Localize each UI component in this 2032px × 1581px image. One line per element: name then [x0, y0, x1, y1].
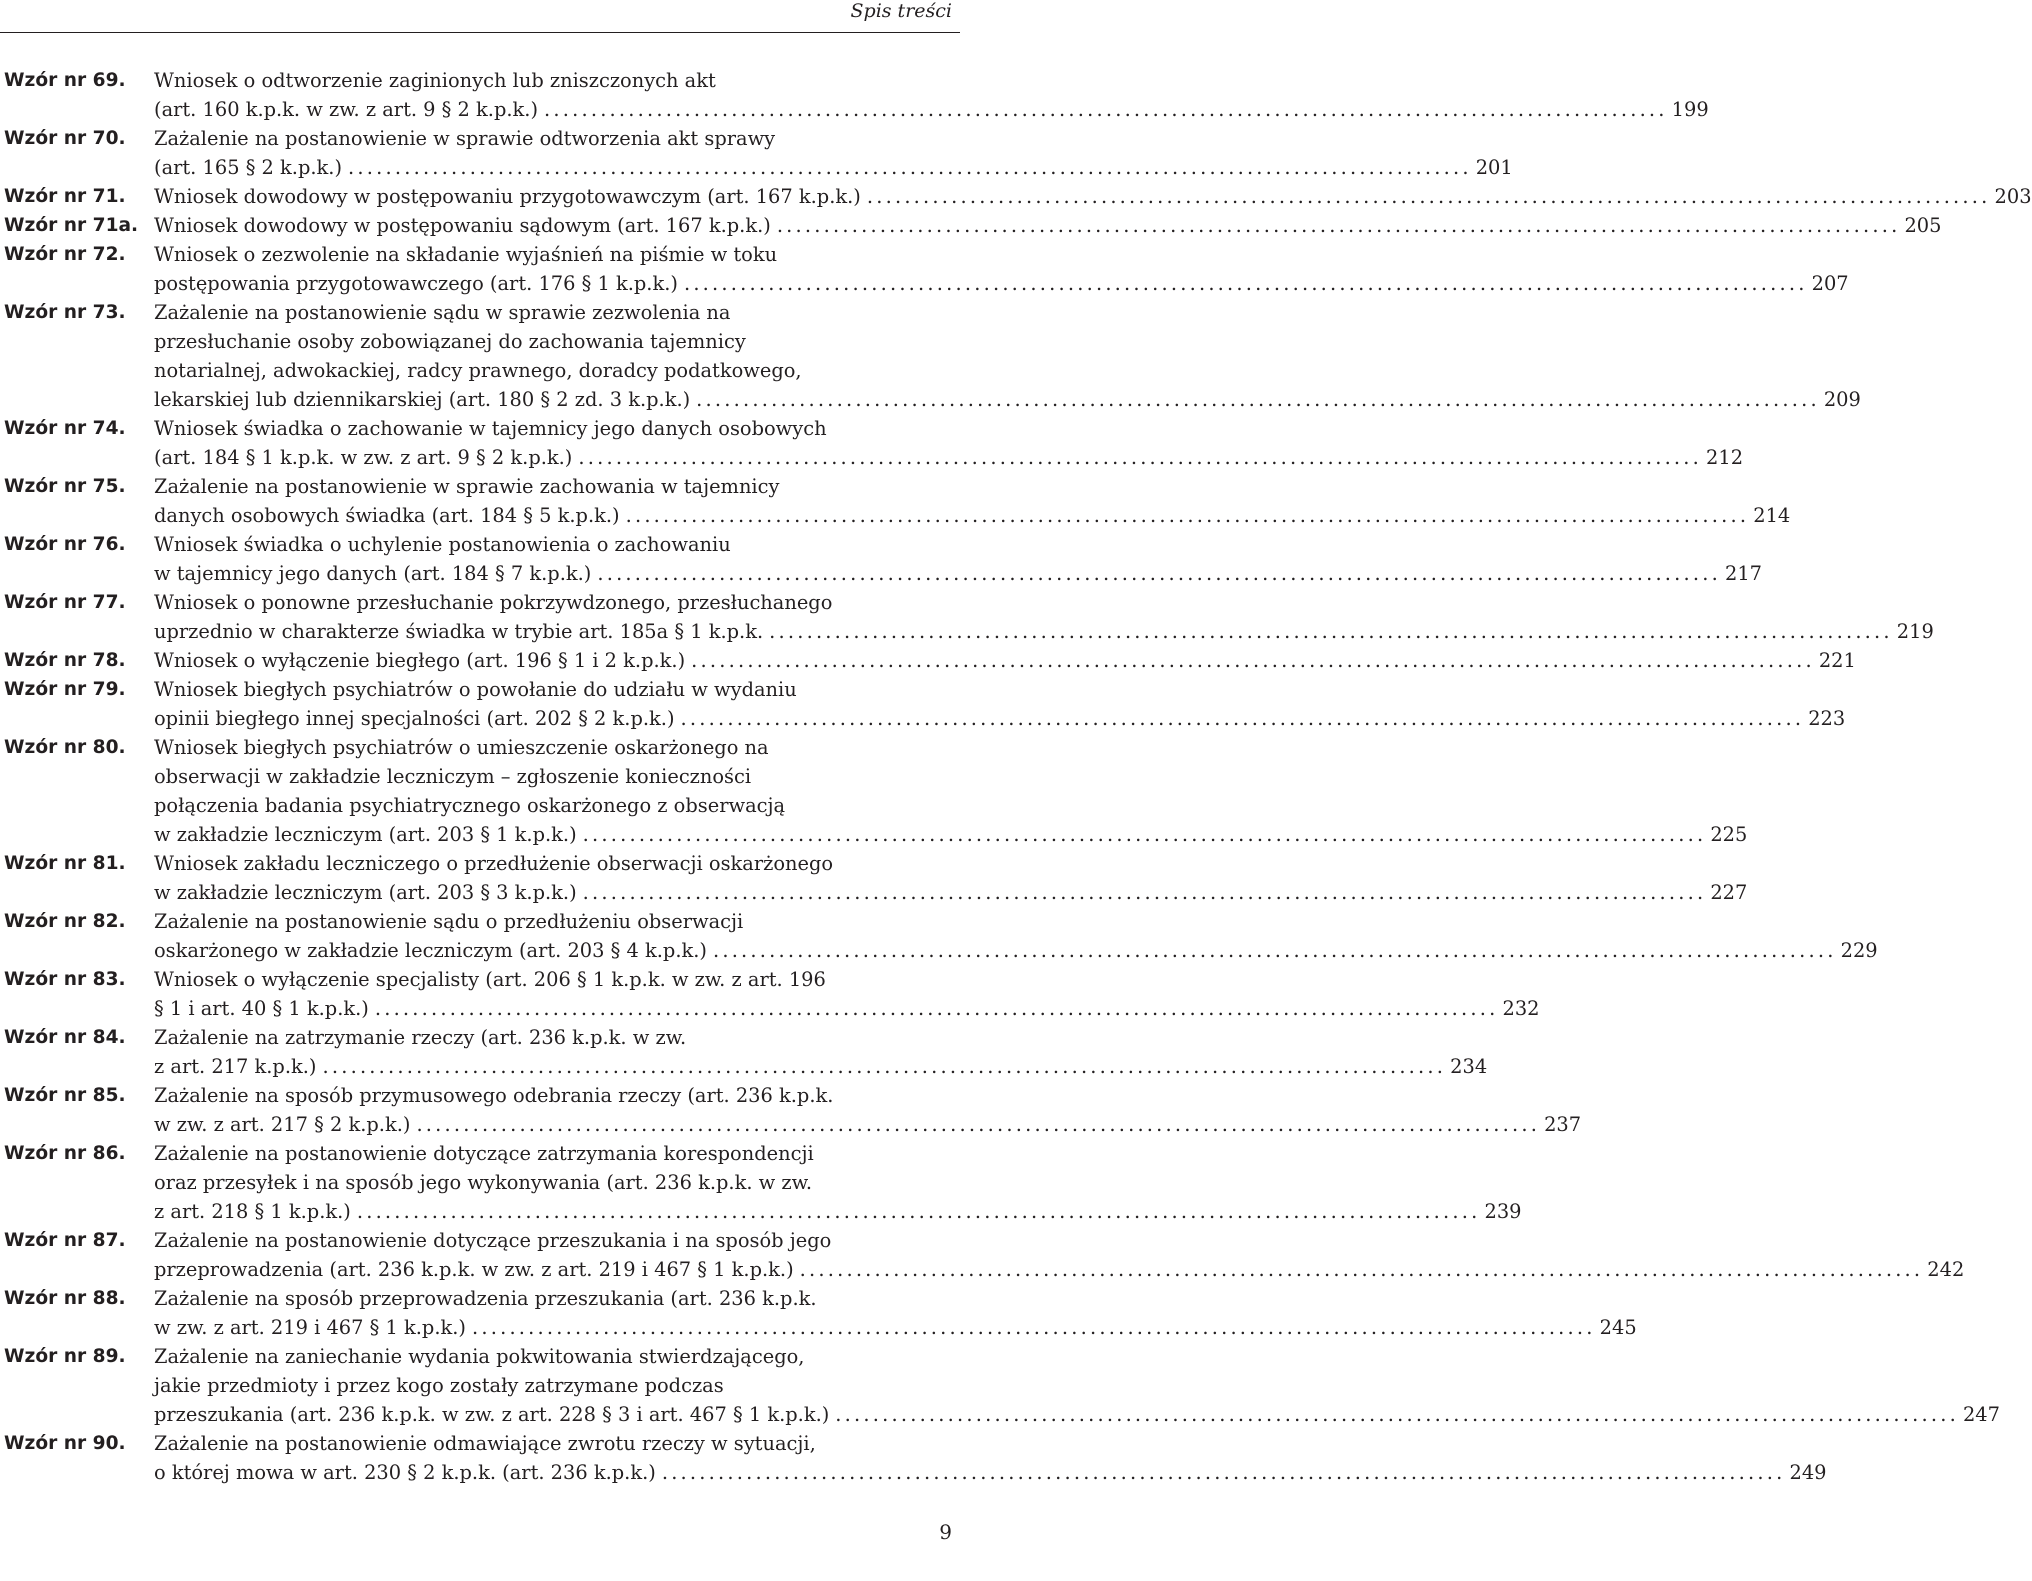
entry-title-line [154, 95, 1709, 124]
entry-title-line [154, 1284, 950, 1313]
dot-leader: ........................................................................................................................ [769, 620, 1893, 643]
toc-entry[interactable] [0, 907, 1878, 965]
entry-title-text: o której mowa w art. 230 § 2 k.p.k. (art. 236 k.p.k.) [154, 1461, 656, 1484]
entry-title-text: postępowania przygotowawczego (art. 176 § 1 k.p.k.) [154, 272, 678, 295]
dot-leader: ........................................................................................................................ [322, 1055, 1447, 1078]
entry-label: Wzór nr 86. [4, 1143, 126, 1164]
dot-leader: ........................................................................................................................ [835, 1403, 1959, 1426]
entry-label: Wzór nr 75. [4, 476, 126, 497]
entry-title-text: z art. 217 k.p.k.) [154, 1055, 317, 1078]
entry-title-text: Zażalenie na sposób przymusowego odebrania rzeczy (art. 236 k.p.k. [154, 1084, 834, 1107]
entry-title-text: notarialnej, adwokackiej, radcy prawnego, doradcy podatkowego, [154, 359, 802, 382]
entry-title-line [154, 66, 950, 95]
entry-title-line [154, 849, 950, 878]
entry-label: Wzór nr 73. [4, 302, 126, 323]
entry-title-line [154, 153, 1513, 182]
entry-title-text: oraz przesyłek i na sposób jego wykonywania (art. 236 k.p.k. w zw. [154, 1171, 813, 1194]
entry-title [154, 124, 1513, 182]
toc-entry[interactable] [0, 1081, 1582, 1139]
entry-page-number: 199 [1671, 98, 1709, 121]
entry-title-text: Zażalenie na postanowienie dotyczące zatrzymania korespondencji [154, 1142, 814, 1165]
dot-leader: ........................................................................................................................ [471, 1316, 1596, 1339]
entry-title-line [154, 1023, 950, 1052]
entry-label: Wzór nr 72. [4, 244, 126, 265]
entry-page-number: 229 [1840, 939, 1878, 962]
entry-label: Wzór nr 71. [4, 186, 126, 207]
entry-title-text: Zażalenie na sposób przeprowadzenia przeszukania (art. 236 k.p.k. [154, 1287, 817, 1310]
entry-title [154, 588, 1934, 646]
entry-title-line [154, 1429, 950, 1458]
entry-page-number: 225 [1710, 823, 1748, 846]
toc-entry[interactable] [0, 298, 1861, 414]
entry-title-line [154, 124, 950, 153]
entry-title-line [154, 936, 1878, 965]
toc-entry[interactable] [0, 1023, 1488, 1081]
entry-title-text: (art. 160 k.p.k. w zw. z art. 9 § 2 k.p.k.) [154, 98, 539, 121]
entry-title-text: opinii biegłego innej specjalności (art. 202 § 2 k.p.k.) [154, 707, 675, 730]
entry-title-text: Zażalenie na postanowienie sądu w sprawie zezwolenia na [154, 301, 731, 324]
entry-page-number: 203 [1994, 185, 2032, 208]
entry-page-number: 207 [1811, 272, 1849, 295]
entry-title [154, 646, 1856, 675]
dot-leader: ........................................................................................................................ [625, 504, 1750, 527]
entry-title-text: w zakładzie leczniczym (art. 203 § 1 k.p.k.) [154, 823, 577, 846]
entry-label: Wzór nr 79. [4, 679, 126, 700]
page-number: 9 [939, 1520, 952, 1544]
entry-title-text: Wniosek zakładu leczniczego o przedłużenie obserwacji oskarżonego [154, 852, 834, 875]
entry-title-line [154, 588, 950, 617]
entry-label: Wzór nr 71a. [4, 215, 139, 236]
entry-title-text: w tajemnicy jego danych (art. 184 § 7 k.p.k.) [154, 562, 592, 585]
entry-page-number: 219 [1896, 620, 1934, 643]
entry-title-line [154, 211, 1942, 240]
entry-label: Wzór nr 84. [4, 1027, 126, 1048]
entry-title-line [154, 443, 1744, 472]
entry-title-text: w zw. z art. 219 i 467 § 1 k.p.k.) [154, 1316, 466, 1339]
entry-title-line [154, 182, 2032, 211]
entry-label: Wzór nr 82. [4, 911, 126, 932]
toc-entry[interactable] [0, 66, 1709, 124]
entry-title-text: Zażalenie na postanowienie w sprawie zachowania w tajemnicy [154, 475, 780, 498]
entry-title-text: w zw. z art. 217 § 2 k.p.k.) [154, 1113, 411, 1136]
header-rule [0, 32, 960, 33]
entry-title-text: danych osobowych świadka (art. 184 § 5 k.p.k.) [154, 504, 620, 527]
entry-page-number: 217 [1725, 562, 1763, 585]
entry-page-number: 201 [1475, 156, 1513, 179]
entry-page-number: 247 [1962, 1403, 2000, 1426]
entry-title-line [154, 298, 950, 327]
dot-leader: ........................................................................................................................ [416, 1113, 1541, 1136]
toc-entry[interactable] [0, 1139, 1522, 1226]
entry-title [154, 675, 1846, 733]
entry-title-line [154, 1139, 950, 1168]
toc-entry[interactable] [0, 588, 1934, 646]
entry-page-number: 242 [1927, 1258, 1965, 1281]
entry-title-text: Wniosek o odtworzenie zaginionych lub zniszczonych akt [154, 69, 716, 92]
entry-title-line [154, 414, 950, 443]
dot-leader: ........................................................................................................................ [776, 214, 1901, 237]
entry-title-text: Wniosek biegłych psychiatrów o umieszczenie oskarżonego na [154, 736, 769, 759]
entry-page-number: 212 [1706, 446, 1744, 469]
entry-label: Wzór nr 70. [4, 128, 126, 149]
entry-title-text: Wniosek dowodowy w postępowaniu przygotowawczym (art. 167 k.p.k.) [154, 185, 861, 208]
entry-title-text: Wniosek o ponowne przesłuchanie pokrzywdzonego, przesłuchanego [154, 591, 833, 614]
dot-leader: ........................................................................................................................ [712, 939, 1837, 962]
entry-label: Wzór nr 77. [4, 592, 126, 613]
entry-page-number: 249 [1789, 1461, 1827, 1484]
entry-title-line [154, 1255, 1965, 1284]
entry-title-line [154, 1081, 950, 1110]
entry-title-line [154, 559, 1763, 588]
entry-title-text: Zażalenie na postanowienie odmawiające zwrotu rzeczy w sytuacji, [154, 1432, 816, 1455]
toc-entry[interactable] [0, 965, 1540, 1023]
entry-title-line [154, 356, 950, 385]
dot-leader: ........................................................................................................................ [578, 446, 1703, 469]
entry-label: Wzór nr 85. [4, 1085, 126, 1106]
toc-entry[interactable] [0, 414, 1744, 472]
entry-label: Wzór nr 80. [4, 737, 126, 758]
entry-title-line [154, 1342, 950, 1371]
entry-title-line [154, 1371, 950, 1400]
entry-title [154, 298, 1861, 414]
entry-title-line [154, 472, 950, 501]
entry-title-line [154, 385, 1861, 414]
toc-entry[interactable] [0, 472, 1791, 530]
entry-title-text: przeszukania (art. 236 k.p.k. w zw. z art. 228 § 3 i art. 467 § 1 k.p.k.) [154, 1403, 830, 1426]
toc-entry[interactable] [0, 1342, 2000, 1429]
entry-page-number: 237 [1544, 1113, 1582, 1136]
entry-title-text: oskarżonego w zakładzie leczniczym (art. 203 § 4 k.p.k.) [154, 939, 707, 962]
entry-title [154, 1139, 1522, 1226]
entry-title-text: Wniosek o wyłączenie biegłego (art. 196 § 1 i 2 k.p.k.) [154, 649, 686, 672]
entry-title-line [154, 675, 950, 704]
toc-entry[interactable] [0, 646, 1856, 675]
entry-label: Wzór nr 83. [4, 969, 126, 990]
entry-title [154, 182, 2032, 211]
entry-title-text: Wniosek o zezwolenie na składanie wyjaśnień na piśmie w toku [154, 243, 778, 266]
entry-title-text: (art. 184 § 1 k.p.k. w zw. z art. 9 § 2 k.p.k.) [154, 446, 573, 469]
running-header: Spis treści [850, 0, 952, 22]
toc-entry[interactable] [0, 240, 1849, 298]
entry-title-line [154, 1458, 1827, 1487]
entry-title-text: Wniosek świadka o uchylenie postanowienia o zachowaniu [154, 533, 731, 556]
entry-title [154, 1023, 1488, 1081]
entry-title-line [154, 994, 1540, 1023]
entry-title-line [154, 327, 950, 356]
entry-title [154, 849, 1748, 907]
dot-leader: ........................................................................................................................ [661, 1461, 1786, 1484]
entry-title [154, 530, 1763, 588]
entry-title-text: połączenia badania psychiatrycznego oskarżonego z obserwacją [154, 794, 786, 817]
dot-leader: ........................................................................................................................ [544, 98, 1668, 121]
toc-entry[interactable] [0, 530, 1763, 588]
table-of-contents [0, 66, 2032, 1487]
toc-entry[interactable] [0, 733, 1748, 849]
entry-title-line [154, 530, 950, 559]
entry-title-text: Zażalenie na postanowienie sądu o przedłużeniu obserwacji [154, 910, 744, 933]
entry-title-text: przesłuchanie osoby zobowiązanej do zachowania tajemnicy [154, 330, 746, 353]
entry-title [154, 472, 1791, 530]
dot-leader: ........................................................................................................................ [866, 185, 1991, 208]
entry-title-text: Zażalenie na postanowienie dotyczące przeszukania i na sposób jego [154, 1229, 832, 1252]
entry-title [154, 1226, 1965, 1284]
dot-leader: ........................................................................................................................ [582, 881, 1707, 904]
entry-title-text: lekarskiej lub dziennikarskiej (art. 180 § 2 zd. 3 k.p.k.) [154, 388, 691, 411]
dot-leader: ........................................................................................................................ [348, 156, 1472, 179]
entry-title [154, 1081, 1582, 1139]
toc-entry[interactable] [0, 1284, 1637, 1342]
entry-title-text: (art. 165 § 2 k.p.k.) [154, 156, 343, 179]
entry-title-line [154, 646, 1856, 675]
entry-title-line [154, 878, 1748, 907]
entry-title-line [154, 733, 950, 762]
entry-title-line [154, 1052, 1488, 1081]
dot-leader: ........................................................................................................................ [374, 997, 1499, 1020]
entry-title-line [154, 1226, 950, 1255]
entry-page-number: 214 [1753, 504, 1791, 527]
dot-leader: ........................................................................................................................ [680, 707, 1805, 730]
entry-title-text: w zakładzie leczniczym (art. 203 § 3 k.p.k.) [154, 881, 577, 904]
entry-title-line [154, 1197, 1522, 1226]
entry-title-text: przeprowadzenia (art. 236 k.p.k. w zw. z art. 219 i 467 § 1 k.p.k.) [154, 1258, 794, 1281]
entry-title-line [154, 1110, 1582, 1139]
entry-title-text: Zażalenie na zaniechanie wydania pokwitowania stwierdzającego, [154, 1345, 805, 1368]
entry-label: Wzór nr 90. [4, 1433, 126, 1454]
entry-page-number: 227 [1710, 881, 1748, 904]
entry-title-line [154, 907, 950, 936]
entry-page-number: 245 [1599, 1316, 1637, 1339]
dot-leader: ........................................................................................................................ [696, 388, 1820, 411]
entry-title-line [154, 820, 1748, 849]
entry-page-number: 232 [1502, 997, 1540, 1020]
dot-leader: ........................................................................................................................ [582, 823, 1707, 846]
entry-title [154, 907, 1878, 965]
entry-label: Wzór nr 87. [4, 1230, 126, 1251]
entry-title-text: Wniosek o wyłączenie specjalisty (art. 206 § 1 k.p.k. w zw. z art. 196 [154, 968, 826, 991]
entry-title-line [154, 791, 950, 820]
entry-title-line [154, 1400, 2000, 1429]
toc-entry[interactable] [0, 1429, 1827, 1487]
dot-leader: ........................................................................................................................ [683, 272, 1808, 295]
entry-label: Wzór nr 88. [4, 1288, 126, 1309]
entry-label: Wzór nr 78. [4, 650, 126, 671]
entry-title-line [154, 617, 1934, 646]
entry-label: Wzór nr 74. [4, 418, 126, 439]
entry-page-number: 221 [1818, 649, 1856, 672]
entry-title-line [154, 1168, 950, 1197]
dot-leader: ........................................................................................................................ [356, 1200, 1481, 1223]
entry-title-line [154, 501, 1791, 530]
entry-title [154, 733, 1748, 849]
toc-entry[interactable] [0, 849, 1748, 907]
entry-title [154, 1284, 1637, 1342]
entry-title-text: uprzednio w charakterze świadka w trybie art. 185a § 1 k.p.k. [154, 620, 764, 643]
entry-page-number: 205 [1904, 214, 1942, 237]
entry-title-text: Zażalenie na zatrzymanie rzeczy (art. 236 k.p.k. w zw. [154, 1026, 687, 1049]
entry-title [154, 240, 1849, 298]
entry-title [154, 414, 1744, 472]
entry-title [154, 211, 1942, 240]
entry-title [154, 66, 1709, 124]
dot-leader: ........................................................................................................................ [799, 1258, 1924, 1281]
entry-title [154, 1342, 2000, 1429]
entry-title-line [154, 269, 1849, 298]
entry-page-number: 223 [1808, 707, 1846, 730]
entry-page-number: 239 [1484, 1200, 1522, 1223]
entry-page-number: 234 [1450, 1055, 1488, 1078]
toc-entry[interactable] [0, 1226, 1965, 1284]
entry-title-text: Wniosek świadka o zachowanie w tajemnicy jego danych osobowych [154, 417, 827, 440]
dot-leader: ........................................................................................................................ [597, 562, 1721, 585]
entry-title-text: z art. 218 § 1 k.p.k.) [154, 1200, 351, 1223]
entry-label: Wzór nr 69. [4, 70, 126, 91]
entry-title-text: jakie przedmioty i przez kogo zostały zatrzymane podczas [154, 1374, 724, 1397]
entry-label: Wzór nr 76. [4, 534, 126, 555]
dot-leader: ........................................................................................................................ [691, 649, 1815, 672]
entry-title-line [154, 965, 950, 994]
toc-entry[interactable] [0, 211, 1942, 240]
entry-label: Wzór nr 81. [4, 853, 126, 874]
entry-title-text: Wniosek biegłych psychiatrów o powołanie do udziału w wydaniu [154, 678, 797, 701]
toc-entry[interactable] [0, 182, 2032, 211]
entry-page-number: 209 [1823, 388, 1861, 411]
entry-title [154, 1429, 1827, 1487]
toc-entry[interactable] [0, 675, 1846, 733]
entry-title-text: Zażalenie na postanowienie w sprawie odtworzenia akt sprawy [154, 127, 776, 150]
toc-entry[interactable] [0, 124, 1513, 182]
entry-title-line [154, 1313, 1637, 1342]
entry-title [154, 965, 1540, 1023]
entry-title-line [154, 762, 950, 791]
entry-title-text: Wniosek dowodowy w postępowaniu sądowym (art. 167 k.p.k.) [154, 214, 771, 237]
entry-title-line [154, 704, 1846, 733]
entry-label: Wzór nr 89. [4, 1346, 126, 1367]
entry-title-text: § 1 i art. 40 § 1 k.p.k.) [154, 997, 369, 1020]
entry-title-text: obserwacji w zakładzie leczniczym – zgłoszenie konieczności [154, 765, 752, 788]
entry-title-line [154, 240, 950, 269]
